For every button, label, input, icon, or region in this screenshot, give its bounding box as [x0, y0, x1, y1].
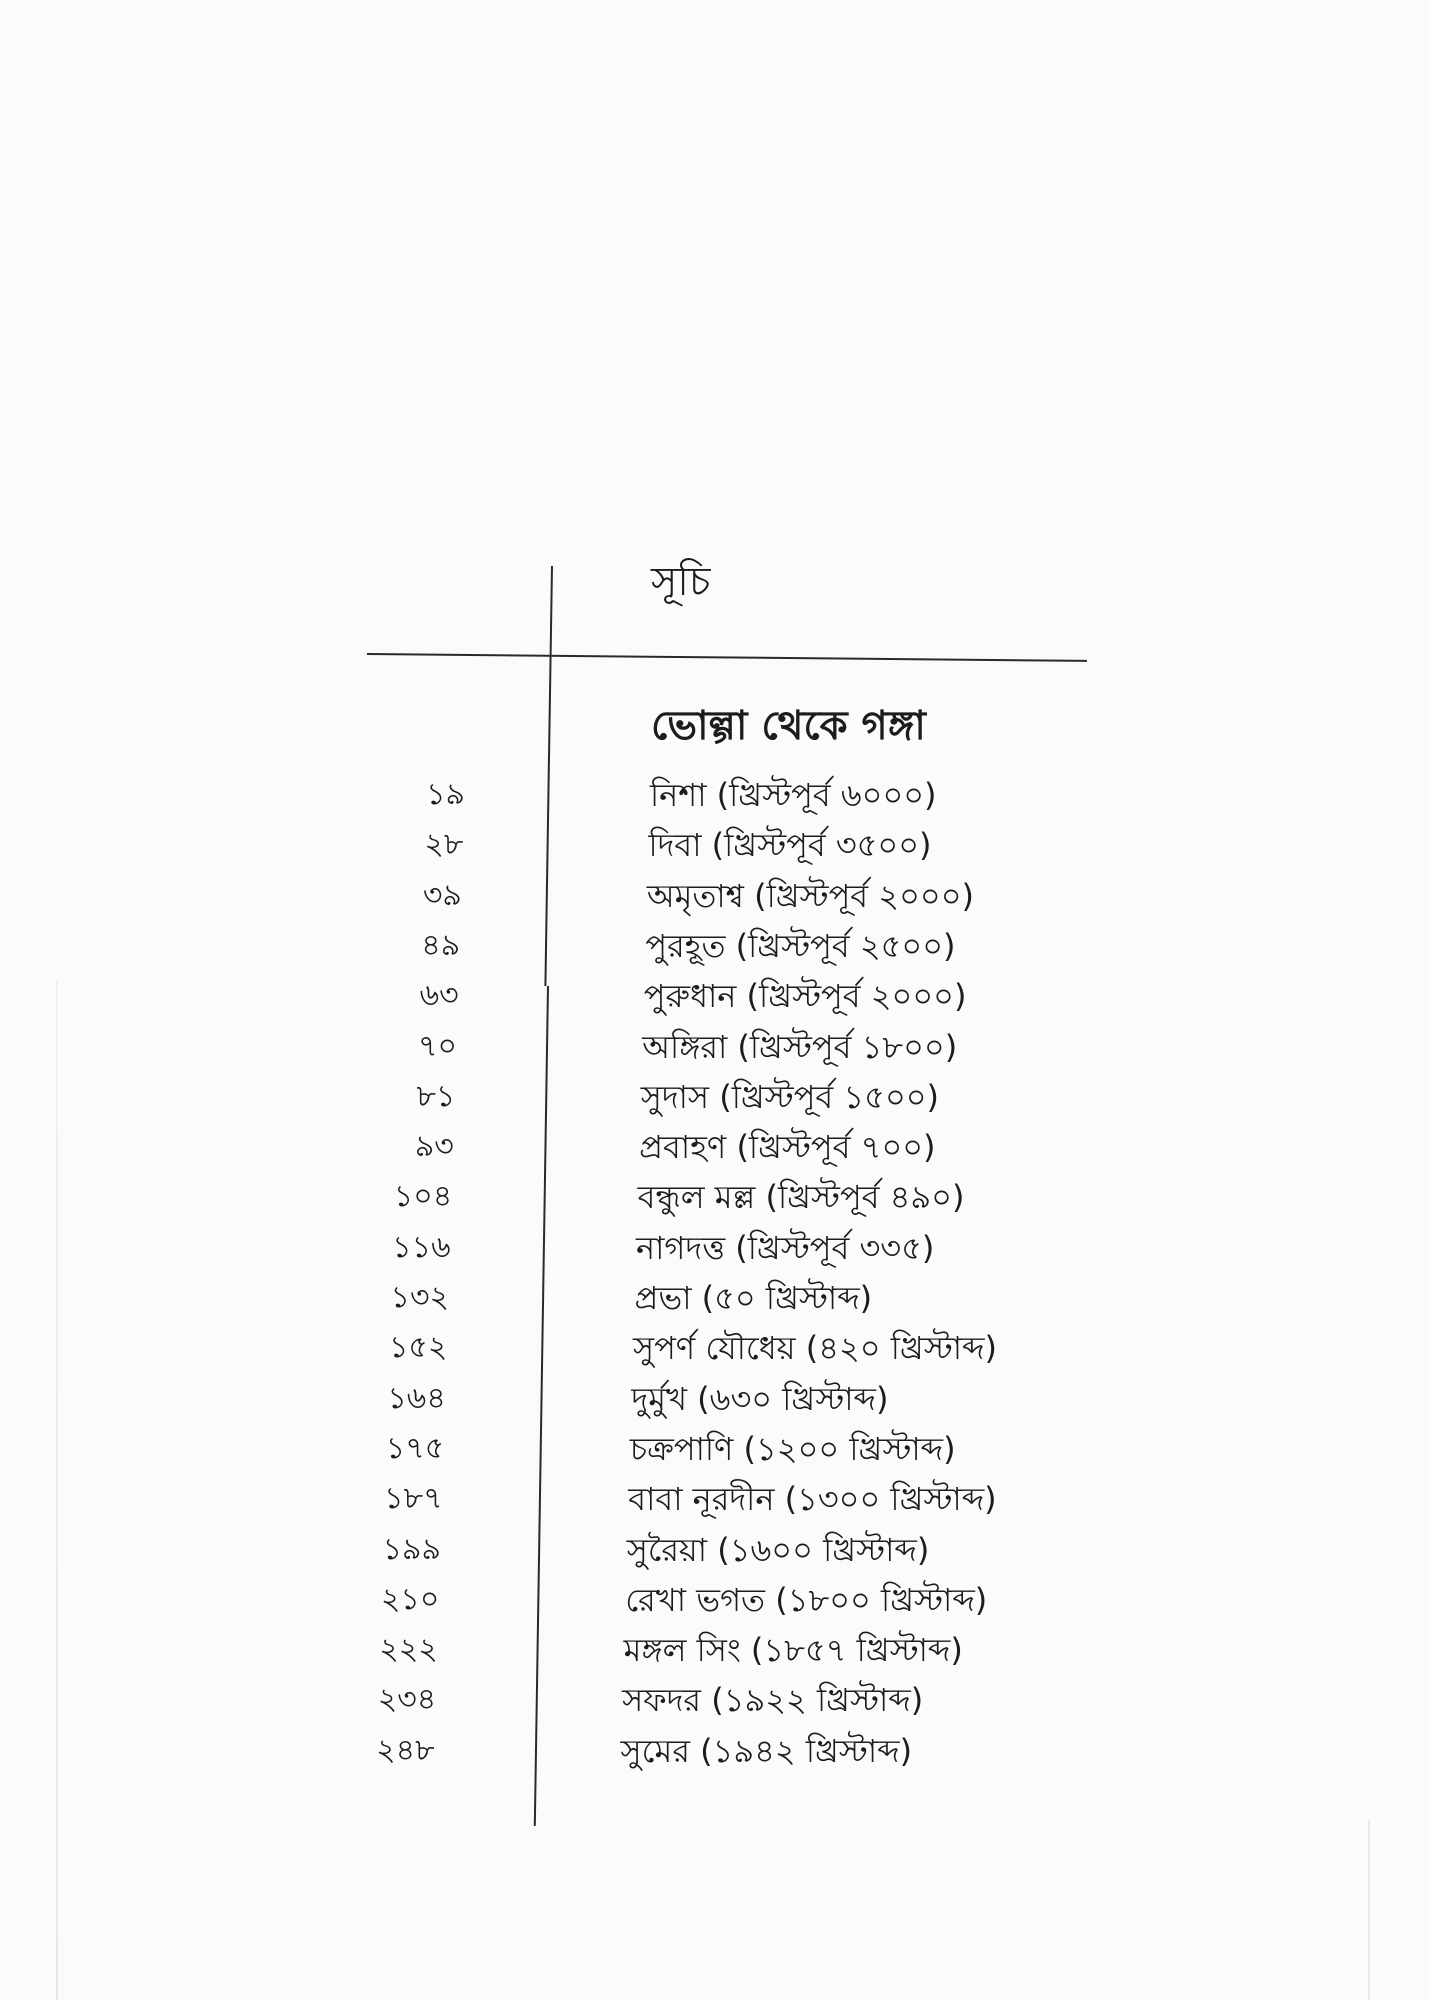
toc-entry-title: পুরুধান (খ্রিস্টপূর্ব ২০০০) [643, 977, 967, 1016]
toc-page-number: ১৩২ [390, 1280, 449, 1315]
toc-page-number: ২২২ [379, 1632, 438, 1668]
toc-entry-title: মঙ্গল সিং (১৮৫৭ খ্রিস্টাব্দ) [623, 1631, 963, 1670]
toc-entry-title: দিবা (খ্রিস্টপূর্ব ৩৫০০) [648, 826, 932, 865]
toc-page-number: ২৩৪ [377, 1682, 437, 1718]
toc-page-number: ১৮৭ [384, 1481, 443, 1517]
toc-page-number: ১৯ [426, 777, 465, 812]
toc-entry-title: অমৃতাশ্ব (খ্রিস্টপূর্ব ২০০০) [646, 876, 975, 915]
toc-page-number: ১০৪ [393, 1179, 453, 1215]
toc-entry-title: দুর্মুখ (৬৩০ খ্রিস্টাব্দ) [631, 1379, 889, 1418]
toc-entry-title: প্রভা (৫০ খ্রিস্টাব্দ) [634, 1279, 873, 1317]
toc-entry-title: চক্রপাণি (১২০০ খ্রিস্টাব্দ) [629, 1429, 956, 1468]
toc-page-number: ১৬৪ [387, 1380, 446, 1416]
toc-entry-title: নিশা (খ্রিস্টপূর্ব ৬০০০) [650, 776, 937, 814]
toc-page-number: ১৯৯ [382, 1531, 441, 1567]
toc-entry-title: প্রবাহণ (খ্রিস্টপূর্ব ৭০০) [639, 1128, 936, 1167]
toc-page-number: ১১৬ [392, 1229, 451, 1265]
toc-page-number: ১৫২ [388, 1330, 448, 1366]
toc-entry-title: সুদাস (খ্রিস্টপূর্ব ১৫০০) [640, 1077, 940, 1116]
toc-page-number: ৩৯ [422, 877, 462, 913]
toc-entry-title: সুরৈয়া (১৬০০ খ্রিস্টাব্দ) [626, 1530, 930, 1569]
toc-page-number: ২৪৮ [376, 1732, 435, 1768]
toc-entry-title: পুরহূত (খ্রিস্টপূর্ব ২৫০০) [645, 926, 956, 965]
toc-page-number: ১৭৫ [385, 1430, 445, 1466]
toc-entry-title: সফদর (১৯২২ খ্রিস্টাব্দ) [622, 1681, 924, 1720]
toc-entry-title: সুপর্ণ যৌধেয় (৪২০ খ্রিস্টাব্দ) [632, 1329, 997, 1368]
toc-entry-title: অঙ্গিরা (খ্রিস্টপূর্ব ১৮০০) [642, 1027, 958, 1066]
toc-page-number: ৯৩ [414, 1129, 454, 1165]
toc-entry-title: বন্ধুল মল্ল (খ্রিস্টপূর্ব ৪৯০) [637, 1178, 965, 1217]
toc-page-number: ২৮ [424, 827, 464, 863]
toc-page-number: ৬৩ [419, 978, 459, 1014]
toc-entry-title: সুমের (১৯৪২ খ্রিস্টাব্দ) [620, 1731, 913, 1770]
toc-page-number: ৭০ [417, 1028, 457, 1064]
toc-page-number: ২১০ [380, 1581, 440, 1617]
toc-page-number: ৪৯ [421, 927, 461, 963]
section-title: ভোল্গা থেকে গঙ্গা [651, 703, 926, 749]
toc-entry-title: নাগদত্ত (খ্রিস্টপূর্ব ৩৩৫) [636, 1228, 935, 1267]
toc-entry-title: বাবা নূরদীন (১৩০০ খ্রিস্টাব্দ) [628, 1480, 997, 1519]
toc-page-number: ৮১ [416, 1078, 456, 1114]
page-title: সূচি [651, 559, 711, 605]
toc-entry-title: রেখা ভগত (১৮০০ খ্রিস্টাব্দ) [625, 1580, 988, 1619]
